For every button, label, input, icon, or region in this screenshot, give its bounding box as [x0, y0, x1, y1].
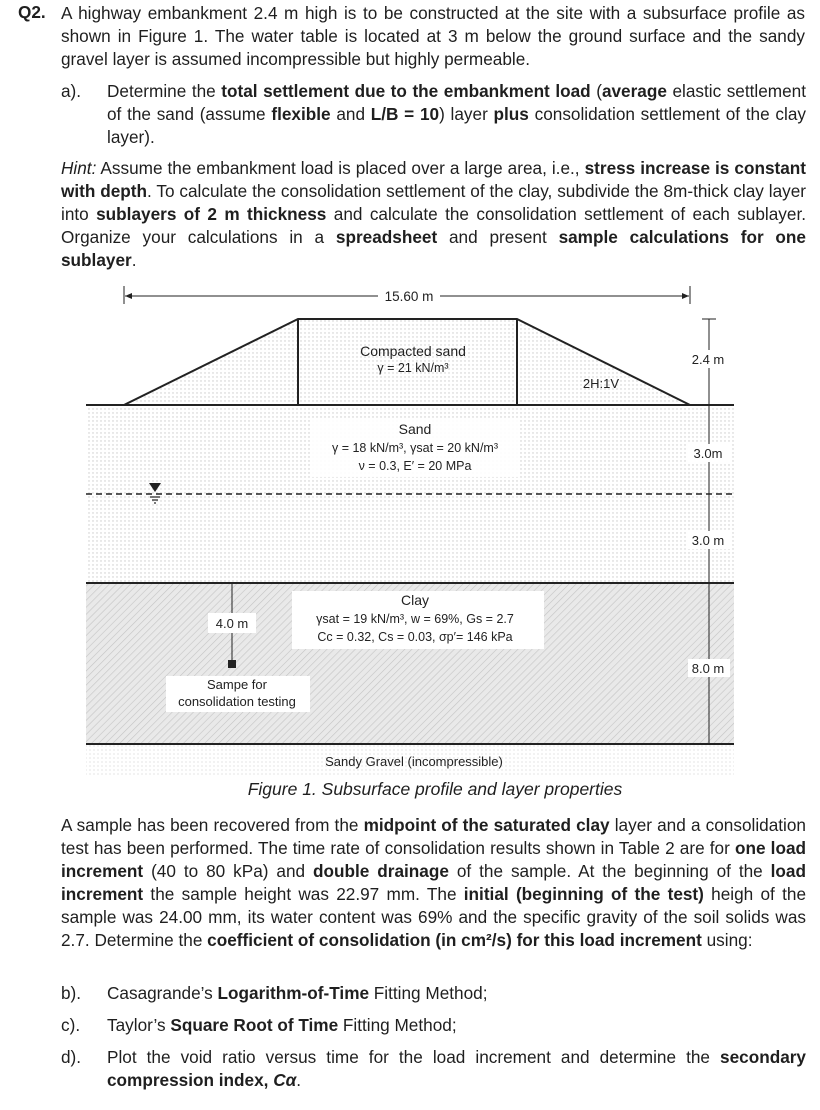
width-dim-label: 15.60 m [384, 289, 434, 304]
hint-t3: and calculate the consolidation settlement of each sublayer. Organize your calculations in a [61, 204, 807, 247]
figure-caption: Figure 1. Subsurface profile and layer properties [247, 779, 623, 799]
sample-marker [228, 660, 236, 668]
part-c-t1: Taylor’s [107, 1015, 171, 1035]
hint-t1: Assume the embankment load is placed over a large area, i.e., [96, 158, 585, 178]
cons-t4: of the sample. At the beginning of the [448, 861, 771, 881]
sample-depth-label: 4.0 m [215, 616, 249, 631]
cons-t7: using: [701, 930, 753, 950]
hint-b1: stress increase is constant with depth [61, 158, 807, 201]
cons-t5: the sample height was 22.97 mm. The [143, 884, 464, 904]
hint-b2: sublayers of 2 m thickness [96, 204, 327, 224]
part-a-b3: flexible [271, 104, 331, 124]
gravel-label: Sandy Gravel (incompressible) [325, 754, 503, 769]
part-b-b1: Logarithm-of-Time [217, 983, 370, 1003]
part-a-b4: L/B = 10 [370, 104, 440, 124]
part-c-label: c). [61, 1015, 81, 1035]
part-c-text [107, 1014, 806, 1037]
cons-b3: double drainage [313, 861, 449, 881]
sample-label-2: consolidation testing [178, 694, 296, 709]
hint-t5: . [131, 250, 137, 270]
part-d-label: d). [61, 1047, 82, 1067]
part-a-b1: total settlement due to the embankment load [221, 81, 591, 101]
consolidation-intro [61, 814, 806, 952]
clay-dim-label: 8.0 m [691, 661, 725, 676]
part-a-label: a). [61, 81, 82, 101]
part-a-t3: elastic settlement of the sand (assume [107, 81, 807, 124]
question-number: Q2. [18, 2, 46, 22]
cons-t6: heigh of the sample was 24.00 mm, its water content was 69% and the specific gravity of the soil solids was 2.7. Determine the [61, 884, 806, 950]
part-d-b2: Cα [273, 1070, 297, 1090]
clay-props-1: γsat = 19 kN/m³, w = 69%, Gs = 2.7 [316, 612, 514, 626]
part-d-t1: Plot the void ratio versus time for the load increment and determine the [107, 1047, 721, 1067]
hint-t4: and present [437, 227, 559, 247]
part-a-t4: and [330, 104, 371, 124]
sand-name: Sand [398, 421, 432, 437]
hint-t2: . To calculate the consolidation settlement of the clay, subdivide the 8m-thick clay layer into [61, 181, 806, 224]
sand-dim1-label: 3.0m [693, 446, 723, 461]
hint-b4: sample calculations for one sublayer [61, 227, 806, 270]
cons-b4: load increment [61, 861, 806, 904]
cons-b1: midpoint of the saturated clay [363, 815, 610, 835]
part-b-text [107, 982, 806, 1005]
part-a-b2: average [601, 81, 667, 101]
part-a-t2: ( [590, 81, 602, 101]
clay-name: Clay [400, 592, 430, 608]
part-b-t1: Casagrande’s [107, 983, 218, 1003]
part-d-t2: . [296, 1070, 302, 1090]
part-b-label: b). [61, 983, 82, 1003]
part-c-b1: Square Root of Time [170, 1015, 339, 1035]
cons-t3: (40 to 80 kPa) and [143, 861, 314, 881]
embankment-material-label: Compacted sand [360, 343, 466, 359]
sand-props-2: ν = 0.3, E′ = 20 MPa [358, 459, 472, 473]
height-dim-label: 2.4 m [691, 352, 725, 367]
part-a-b5: plus [493, 104, 529, 124]
part-a-t5: ) layer [439, 104, 494, 124]
cons-b2: one load increment [61, 838, 806, 881]
slope-label: 2H:1V [582, 376, 620, 391]
question-intro-text: A highway embankment 2.4 m high is to be constructed at the site with a subsurface profile as shown in Figure 1. The water table is located at 3 m below the ground surface and the sandy gravel layer is assumed incompressible but highly permeable. [61, 3, 805, 69]
clay-props-2: Cc = 0.32, Cs = 0.03, σp′= 146 kPa [317, 630, 513, 644]
part-a-t1: Determine the [107, 81, 222, 101]
part-d-text [107, 1046, 806, 1092]
hint-b3: spreadsheet [335, 227, 438, 247]
part-c-t2: Fitting Method; [338, 1015, 457, 1035]
sand-dim2-label: 3.0 m [691, 533, 725, 548]
part-b-t2: Fitting Method; [369, 983, 488, 1003]
part-d-b1: secondary compression index, [107, 1047, 806, 1090]
hint-label: Hint: [61, 158, 97, 178]
sand-props-1: γ = 18 kN/m³, γsat = 20 kN/m³ [331, 441, 499, 455]
cons-t1: A sample has been recovered from the [61, 815, 364, 835]
part-a-t6: consolidation settlement of the clay layer). [107, 104, 806, 147]
cons-b6: coefficient of consolidation (in cm²/s) for this load increment [207, 930, 702, 950]
embankment-unit-weight: γ = 21 kN/m³ [377, 361, 449, 375]
sample-label-1: Sampe for [207, 677, 267, 692]
cons-b5: initial (beginning of the test) [463, 884, 704, 904]
cons-t2: layer and a consolidation test has been performed. The time rate of consolidation results shown in Table 2 are for [61, 815, 806, 858]
